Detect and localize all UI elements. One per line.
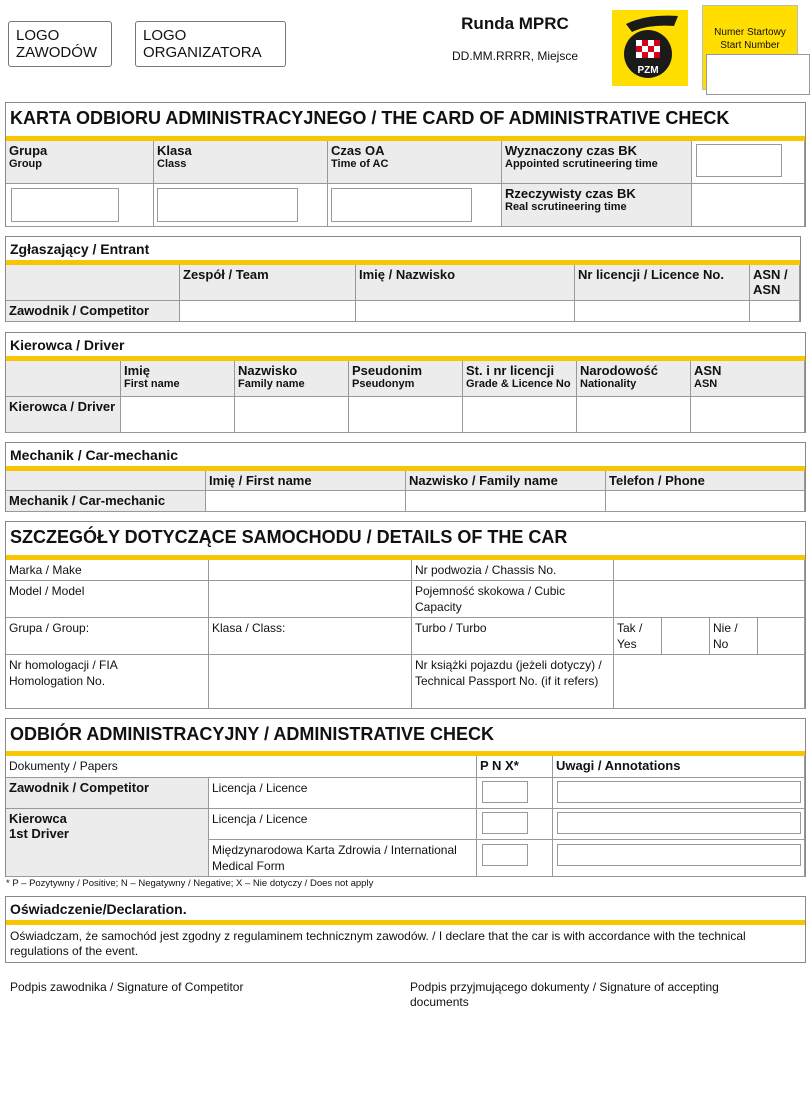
- time-ac-field[interactable]: [331, 188, 472, 222]
- passport-label-text: Nr książki pojazdu (jeżeli dotyczy) / Technical Passport No. (if it refers): [415, 658, 602, 688]
- logo-event-line1: LOGO: [16, 27, 60, 44]
- admin-driver-text-en: 1st Driver: [9, 826, 69, 841]
- entrant-col-asn: [750, 265, 800, 301]
- passport-label: [412, 655, 614, 709]
- nationality-label-pl: Narodowość: [580, 363, 659, 378]
- competitor-pnx-field[interactable]: [482, 781, 528, 803]
- round-title: Runda MPRC: [461, 14, 569, 33]
- grade-licence-label-en: Grade & Licence No: [466, 378, 571, 390]
- pnx-header-text: P N X*: [480, 758, 519, 773]
- asn-label: ASN / ASN: [753, 267, 788, 297]
- driver-label: Kierowca / Driver: [9, 399, 116, 414]
- car-class-label: Klasa / Class:: [212, 621, 286, 635]
- licence-label: Nr licencji / Licence No.: [578, 267, 724, 282]
- pzm-logo-text: PZM: [637, 65, 659, 76]
- driver-family-name-field[interactable]: [235, 397, 349, 433]
- mechanic-first-name-field[interactable]: [206, 491, 406, 512]
- driver-col-first: [121, 361, 235, 397]
- start-number-field[interactable]: [706, 54, 810, 95]
- homologation-label-text: Nr homologacji / FIA Homologation No.: [9, 658, 118, 688]
- entrant-col-name: [356, 265, 575, 301]
- car-section: [5, 521, 806, 709]
- mechanic-col-family: [406, 471, 606, 491]
- competitor-pnx-cell: [477, 778, 553, 809]
- accepting-signature-label: Podpis przyjmującego dokumenty / Signature of accepting documents: [410, 980, 719, 1009]
- mechanic-corner: [6, 471, 206, 491]
- event-logo-placeholder: [8, 21, 112, 67]
- medical-pnx-field[interactable]: [482, 844, 528, 866]
- declaration-title: Oświadczenie/Declaration.: [6, 897, 805, 925]
- homologation-label: [6, 655, 209, 709]
- entrant-col-team: [180, 265, 356, 301]
- name-label: Imię / Nazwisko: [359, 267, 456, 282]
- turbo-no-text: Nie / No: [713, 621, 738, 651]
- mechanic-phone-field[interactable]: [606, 491, 805, 512]
- notes-header-text: Uwagi / Annotations: [556, 758, 681, 773]
- entrant-licence-field[interactable]: [575, 301, 750, 322]
- declaration-section: [5, 896, 806, 963]
- first-name-label-pl: Imię: [124, 363, 151, 378]
- nationality-label-en: Nationality: [580, 378, 637, 390]
- class-label-en: Class: [157, 158, 187, 170]
- mechanic-section: [5, 442, 806, 512]
- mechanic-label: Mechanik / Car-mechanic: [9, 493, 166, 508]
- model-label: [6, 581, 209, 618]
- competitor-notes-field[interactable]: [557, 781, 801, 803]
- driver-section: [5, 332, 806, 433]
- time-ac-cell: [328, 184, 502, 227]
- mechanic-family-name-field[interactable]: [406, 491, 606, 512]
- turbo-no-field[interactable]: [758, 618, 805, 655]
- medical-form-text: Międzynarodowa Karta Zdrowia / International Medical Form: [212, 843, 457, 873]
- start-number-label-pl: Numer Startowy: [714, 27, 786, 38]
- admin-title: ODBIÓR ADMINISTRACYJNY / ADMINISTRATIVE CHECK: [6, 719, 805, 756]
- docs-header: [6, 756, 477, 778]
- driver-licence-field[interactable]: [463, 397, 577, 433]
- pnx-header: [477, 756, 553, 778]
- class-label-pl: Klasa: [157, 143, 192, 158]
- passport-field[interactable]: [614, 655, 805, 709]
- logo-organizer-line2: ORGANIZATORA: [143, 44, 262, 61]
- driver-col-nationality: [577, 361, 691, 397]
- driver-col-asn: [691, 361, 805, 397]
- driver-col-licence: [463, 361, 577, 397]
- declaration-text: Oświadczam, że samochód jest zgodny z regulaminem technicznym zawodów. / I declare that the car is with accordance with the technical regulations of the event.: [10, 929, 746, 958]
- entrant-section: [5, 236, 801, 322]
- competitor-notes-cell: [553, 778, 805, 809]
- entrant-asn-field[interactable]: [750, 301, 800, 322]
- make-label: [6, 560, 209, 581]
- mechanic-col-phone: [606, 471, 805, 491]
- card-title: KARTA ODBIORU ADMINISTRACYJNEGO / THE CARD OF ADMINISTRATIVE CHECK: [6, 103, 805, 141]
- turbo-label-text: Turbo / Turbo: [415, 621, 487, 635]
- turbo-no-label: [710, 618, 758, 655]
- real-time-label-pl: Rzeczywisty czas BK: [505, 186, 636, 201]
- competitor-signature-label: Podpis zawodnika / Signature of Competitor: [10, 980, 244, 994]
- model-field[interactable]: [209, 581, 412, 618]
- notes-header: [553, 756, 805, 778]
- family-name-label-pl: Nazwisko: [238, 363, 298, 378]
- admin-section: [5, 718, 806, 877]
- driver-col-family: [235, 361, 349, 397]
- car-group-label: Grupa / Group:: [9, 621, 90, 635]
- appointed-time-field[interactable]: [696, 144, 782, 177]
- group-field[interactable]: [11, 188, 119, 222]
- capacity-label-text: Pojemność skokowa / Cubic Capacity: [415, 584, 566, 614]
- driver-licence-notes-field[interactable]: [557, 812, 801, 834]
- admin-competitor-label: [6, 778, 209, 809]
- group-label: [6, 141, 154, 184]
- logo-organizer-line1: LOGO: [143, 27, 187, 44]
- time-ac-label-pl: Czas OA: [331, 143, 385, 158]
- driver-first-name-field[interactable]: [121, 397, 235, 433]
- driver-asn-label-en: ASN: [694, 378, 718, 390]
- admin-driver-text-pl: Kierowca: [9, 811, 67, 826]
- docs-header-text: Dokumenty / Papers: [9, 759, 118, 773]
- entrant-title: Zgłaszający / Entrant: [6, 237, 800, 265]
- make-field[interactable]: [209, 560, 412, 581]
- car-class-cell[interactable]: [209, 618, 412, 655]
- make-label-text: Marka / Make: [9, 563, 82, 577]
- driver-nationality-field[interactable]: [577, 397, 691, 433]
- turbo-yes-label: [614, 618, 662, 655]
- driver-row-label: [6, 397, 121, 433]
- group-label-pl: Grupa: [9, 143, 48, 158]
- driver-asn-label-pl: ASN: [694, 363, 722, 378]
- driver-corner: [6, 361, 121, 397]
- entrant-corner: [6, 265, 180, 301]
- appointed-time-cell: [692, 141, 805, 184]
- turbo-yes-text: Tak / Yes: [617, 621, 643, 651]
- pzm-logo: [612, 10, 688, 86]
- pzm-emblem-icon: [612, 10, 688, 86]
- date-place: DD.MM.RRRR, Miejsce: [452, 49, 578, 63]
- real-time-label-en: Real scrutineering time: [505, 201, 627, 213]
- grade-licence-label-pl: St. i nr licencji: [466, 363, 555, 378]
- real-time-field[interactable]: [692, 184, 805, 227]
- capacity-label: [412, 581, 614, 618]
- class-cell: [154, 184, 328, 227]
- driver-licence-pnx-field[interactable]: [482, 812, 528, 834]
- appointed-time-label-pl: Wyznaczony czas BK: [505, 143, 637, 158]
- class-label: [154, 141, 328, 184]
- medical-form-label: [209, 840, 477, 877]
- driver-licence-label: [209, 809, 477, 840]
- homologation-field[interactable]: [209, 655, 412, 709]
- appointed-time-label-en: Appointed scrutineering time: [505, 158, 658, 170]
- driver-pseudonym-field[interactable]: [349, 397, 463, 433]
- turbo-label: [412, 618, 614, 655]
- chassis-field[interactable]: [614, 560, 805, 581]
- competitor-label: Zawodnik / Competitor: [9, 303, 150, 318]
- driver-title: Kierowca / Driver: [6, 333, 805, 361]
- admin-competitor-text: Zawodnik / Competitor: [9, 780, 150, 795]
- driver-licence-text: Licencja / Licence: [212, 812, 308, 826]
- mechanic-family-name-label: Nazwisko / Family name: [409, 473, 558, 488]
- driver-asn-field[interactable]: [691, 397, 805, 433]
- start-number-label-en: Start Number: [720, 40, 780, 51]
- driver-licence-pnx-cell: [477, 809, 553, 840]
- real-time-label: [502, 184, 692, 227]
- appointed-time-label: [502, 141, 692, 184]
- capacity-field[interactable]: [614, 581, 805, 618]
- car-group-cell[interactable]: [6, 618, 209, 655]
- team-label: Zespół / Team: [183, 267, 269, 282]
- entrant-name-field[interactable]: [356, 301, 575, 322]
- competitor-licence-text: Licencja / Licence: [212, 781, 308, 795]
- medical-notes-field[interactable]: [557, 844, 801, 866]
- model-label-text: Model / Model: [9, 584, 85, 598]
- time-ac-label: [328, 141, 502, 184]
- group-cell: [6, 184, 154, 227]
- class-field[interactable]: [157, 188, 298, 222]
- driver-col-pseudonym: [349, 361, 463, 397]
- mechanic-phone-label: Telefon / Phone: [609, 473, 705, 488]
- competitor-licence-label: [209, 778, 477, 809]
- car-title: SZCZEGÓŁY DOTYCZĄCE SAMOCHODU / DETAILS OF THE CAR: [6, 522, 805, 560]
- first-name-label-en: First name: [124, 378, 180, 390]
- mechanic-row-label: [6, 491, 206, 512]
- medical-pnx-cell: [477, 840, 553, 877]
- mechanic-first-name-label: Imię / First name: [209, 473, 312, 488]
- driver-licence-notes-cell: [553, 809, 805, 840]
- mechanic-col-first: [206, 471, 406, 491]
- time-ac-label-en: Time of AC: [331, 158, 389, 170]
- chassis-label-text: Nr podwozia / Chassis No.: [415, 563, 557, 577]
- turbo-yes-field[interactable]: [662, 618, 710, 655]
- entrant-team-field[interactable]: [180, 301, 356, 322]
- organizer-logo-placeholder: [135, 21, 286, 67]
- pseudonym-label-pl: Pseudonim: [352, 363, 423, 378]
- admin-driver-label: [6, 809, 209, 877]
- card-section: [5, 102, 806, 227]
- pnx-footnote: * P – Pozytywny / Positive; N – Negatywny / Negative; X – Nie dotyczy / Does not apply: [6, 878, 374, 889]
- pseudonym-label-en: Pseudonym: [352, 378, 415, 390]
- medical-notes-cell: [553, 840, 805, 877]
- mechanic-title: Mechanik / Car-mechanic: [6, 443, 805, 471]
- group-label-en: Group: [9, 158, 42, 170]
- logo-event-line2: ZAWODÓW: [16, 44, 98, 61]
- chassis-label: [412, 560, 614, 581]
- family-name-label-en: Family name: [238, 378, 305, 390]
- entrant-col-licence: [575, 265, 750, 301]
- entrant-row-label: [6, 301, 180, 322]
